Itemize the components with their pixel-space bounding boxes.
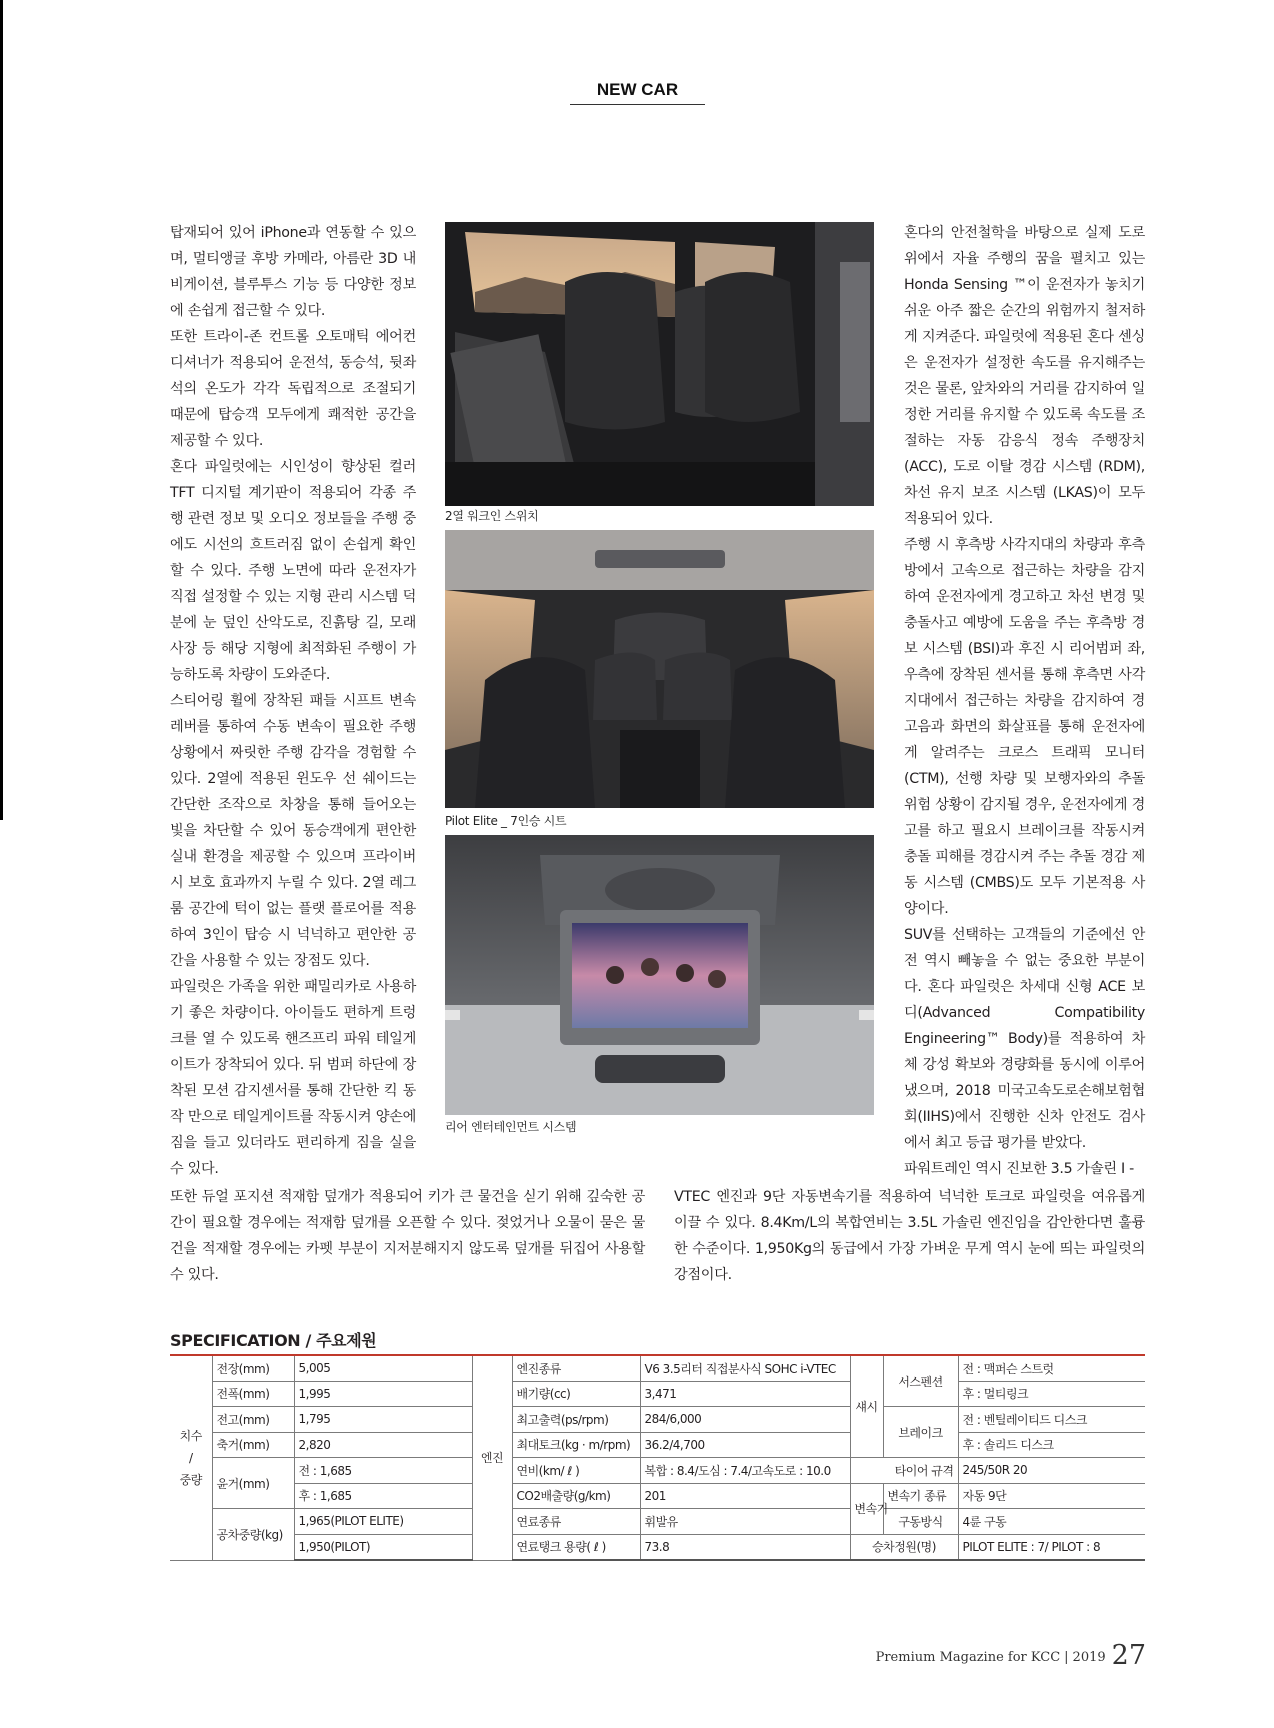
spec-value: 1,995: [294, 1381, 472, 1407]
spec-value: 후 : 솔리드 디스크: [958, 1432, 1145, 1458]
photo-caption: 2열 워크인 스위치: [445, 509, 539, 523]
spec-label: 최대토크(kg · m/rpm): [512, 1432, 640, 1458]
spec-value: 73.8: [640, 1534, 850, 1560]
article-paragraph: 탑재되어 있어 iPhone과 연동할 수 있으며, 멀티앵글 후방 카메라, 아름란 3D 내비게이션, 블루투스 기능 등 다양한 정보에 손쉽게 접근할 수 있다.: [170, 225, 416, 319]
spec-label: 변속기 종류: [883, 1483, 958, 1509]
spec-label: 타이어 규격: [850, 1458, 958, 1484]
photo-caption: Pilot Elite _ 7인승 시트: [445, 814, 567, 828]
spec-value: PILOT ELITE : 7/ PILOT : 8: [958, 1534, 1145, 1560]
spec-label: 전장(mm): [212, 1355, 294, 1381]
spec-label: 최고출력(ps/rpm): [512, 1407, 640, 1433]
spec-label: 연비(km/ ℓ ): [512, 1458, 640, 1484]
section-label: NEW CAR: [596, 80, 679, 99]
spec-value: 201: [640, 1483, 850, 1509]
spec-label: 전폭(mm): [212, 1381, 294, 1407]
spec-label: 윤거(mm): [212, 1458, 294, 1509]
article-bottom-right: VTEC 엔진과 9단 자동변속기를 적용하여 넉넉한 토크로 파일럿을 여유롭게 이끌 수 있다. 8.4Km/L의 복합연비는 3.5L 가솔린 엔진임을 감안한다면 훌륭한 수준이다. 1,950Kg의 동급에서 가장 가벼운 무게 역시 눈에 띄는 파일럿의 강점이다.: [674, 1189, 1145, 1283]
spec-value: 3,471: [640, 1381, 850, 1407]
spec-group-transmission: 변속기: [850, 1483, 883, 1534]
photo-rear-entertainment: [445, 835, 874, 1115]
spec-value: 자동 9단: [958, 1483, 1145, 1509]
spec-value: 2,820: [294, 1432, 472, 1458]
spec-value: 5,005: [294, 1355, 472, 1381]
spec-label: 전고(mm): [212, 1407, 294, 1433]
article-paragraph: 주행 시 후측방 사각지대의 차량과 후측방에서 고속으로 접근하는 차량을 감지하여 운전자에게 경고하고 차선 변경 및 충돌사고 예방에 도움을 주는 후측방 경보 시스템 (BSI)과 후진 시 리어범퍼 좌, 우측에 장착된 센서를 통해 후측면 사각지대에서 접근하는 차량을 감지하여 경고음과 화면의 화살표를 통해 운전자에게 알려주는 크로스 트래픽 모니터(CTM), 선행 차량 및 보행자와의 추돌 위험 상황이 감지될 경우, 운전자에게 경고를 하고 필요시 브레이크를 작동시켜 충돌 피해를 경감시켜 주는 추돌 경감 제동 시스템 (CMBS)도 모두 기본적용 사양이다.: [904, 537, 1145, 917]
spec-label: 연료종류: [512, 1509, 640, 1535]
photo-7-seat-interior: [445, 530, 874, 808]
photo-walk-in-switch: [445, 222, 874, 506]
spec-label: 서스펜션: [883, 1355, 958, 1407]
spec-label: 엔진종류: [512, 1355, 640, 1381]
spec-group-chassis: 섀시: [850, 1355, 883, 1458]
article-bottom-left: 또한 듀얼 포지션 적재함 덮개가 적용되어 키가 큰 물건을 싣기 위해 깊숙한 공간이 필요할 경우에는 적재함 덮개를 오픈할 수 있다. 젖었거나 오물이 묻은 물건을 적재할 경우에는 카펫 부분이 지저분해지지 않도록 덮개를 뒤집어 사용할 수 있다.: [170, 1189, 645, 1283]
spec-value: 284/6,000: [640, 1407, 850, 1433]
spec-value: 복합 : 8.4/도심 : 7.4/고속도로 : 10.0: [640, 1458, 850, 1484]
spec-label: 구동방식: [883, 1509, 958, 1535]
spec-label: 연료탱크 용량( ℓ ): [512, 1534, 640, 1560]
article-paragraph: SUV를 선택하는 고객들의 기준에선 안전 역시 빼놓을 수 없는 중요한 부분이다. 혼다 파일럿은 차세대 신형 ACE 보디(Advanced Compatibility Engineering™ Body)를 적용하여 차체 강성 확보와 경량화를 동시에 이루어냈으며, 2018 미국고속도로손해보험협회(IIHS)에서 진행한 신차 안전도 검사에서 최고 등급 평가를 받았다.: [904, 927, 1145, 1151]
footer-separator: |: [1064, 1650, 1069, 1665]
photo-caption: 리어 엔터테인먼트 시스템: [445, 1120, 577, 1134]
article-paragraph: 파일럿은 가족을 위한 패밀리카로 사용하기 좋은 차량이다. 아이들도 편하게 트렁크를 열 수 있도록 핸즈프리 파워 테일게이트가 장착되어 있다. 뒤 범퍼 하단에 장착된 모션 감지센서를 통해 간단한 킥 동작 만으로 테일게이트를 작동시켜 양손에 짐을 들고 있더라도 편리하게 짐을 실을 수 있다.: [170, 979, 416, 1177]
section-underline: [570, 104, 705, 105]
page-edge-mark: [0, 0, 3, 820]
spec-value: 1,795: [294, 1407, 472, 1433]
spec-table: [170, 1354, 1145, 1561]
issue-year: 2019: [1072, 1650, 1106, 1665]
spec-value: 후 : 멀티링크: [958, 1381, 1145, 1407]
spec-label: 공차중량(kg): [212, 1509, 294, 1561]
spec-title: SPECIFICATION / 주요제원: [170, 1331, 377, 1350]
spec-label: 브레이크: [883, 1407, 958, 1458]
spec-group-dimension: 치수 / 중량: [170, 1355, 212, 1560]
spec-label: 배기량(cc): [512, 1381, 640, 1407]
spec-group-engine: 엔진: [472, 1355, 512, 1560]
spec-value: 4륜 구동: [958, 1509, 1145, 1535]
spec-value: 1,950(PILOT): [294, 1534, 472, 1560]
spec-value: 후 : 1,685: [294, 1483, 472, 1509]
spec-value: 전 : 벤틸레이티드 디스크: [958, 1407, 1145, 1433]
article-paragraph: 파워트레인 역시 진보한 3.5 가솔린 I -: [904, 1161, 1134, 1177]
article-paragraph: 스티어링 휠에 장착된 패들 시프트 변속레버를 통하여 수동 변속이 필요한 주행 상황에서 짜릿한 주행 감각을 경험할 수 있다. 2열에 적용된 윈도우 선 쉐이드는 간단한 조작으로 차창을 통해 들어오는 빛을 차단할 수 있어 동승객에게 편안한 실내 환경을 제공할 수 있으며 프라이버시 보호 효과까지 누릴 수 있다. 2열 레그룸 공간에 턱이 없는 플랫 플로어를 적용하여 3인이 탑승 시 넉넉하고 편안한 공간을 사용할 수 있는 장점도 있다.: [170, 693, 416, 969]
page-number: 27: [1111, 1640, 1146, 1671]
article-paragraph: 또한 트라이-존 컨트롤 오토매틱 에어컨디셔너가 적용되어 운전석, 동승석, 뒷좌석의 온도가 각각 독립적으로 조절되기 때문에 탑승객 모두에게 쾌적한 공간을 제공할 수 있다.: [170, 329, 416, 449]
spec-label: CO2배출량(g/km): [512, 1483, 640, 1509]
spec-value: 전 : 1,685: [294, 1458, 472, 1484]
spec-label: 축거(mm): [212, 1432, 294, 1458]
page-footer: [876, 1640, 1146, 1671]
article-right-column: [904, 220, 1145, 1182]
spec-value: V6 3.5리터 직접분사식 SOHC i-VTEC: [640, 1355, 850, 1381]
spec-value: 휘발유: [640, 1509, 850, 1535]
article-paragraph: 혼다의 안전철학을 바탕으로 실제 도로 위에서 자율 주행의 꿈을 펼치고 있는 Honda Sensing ™이 운전자가 놓치기 쉬운 아주 짧은 순간의 위험까지 철저하게 지켜준다. 파일럿에 적용된 혼다 센싱은 운전자가 설정한 속도를 유지해주는 것은 물론, 앞차와의 거리를 감지하여 일정한 거리를 유지할 수 있도록 속도를 조절하는 자동 감응식 정속 주행장치 (ACC), 도로 이탈 경감 시스템 (RDM), 차선 유지 보조 시스템 (LKAS)이 모두 적용되어 있다.: [904, 225, 1145, 527]
magazine-name: Premium Magazine for KCC: [875, 1650, 1061, 1665]
spec-label: 승차정원(명): [850, 1534, 958, 1560]
article-paragraph: 혼다 파일럿에는 시인성이 향상된 컬러 TFT 디지털 계기판이 적용되어 각종 주행 관련 정보 및 오디오 정보들을 주행 중에도 시선의 흐트러짐 없이 손쉽게 확인할 수 있다. 주행 노면에 따라 운전자가 직접 설정할 수 있는 지형 관리 시스템 덕분에 눈 덮인 산악도로, 진흙탕 길, 모래사장 등 해당 지형에 최적화된 주행이 가능하도록 차량이 도와준다.: [170, 459, 416, 683]
spec-value: 36.2/4,700: [640, 1432, 850, 1458]
spec-value: 1,965(PILOT ELITE): [294, 1509, 472, 1535]
article-left-column: [170, 220, 416, 1182]
spec-value: 전 : 맥퍼슨 스트럿: [958, 1355, 1145, 1381]
spec-value: 245/50R 20: [958, 1458, 1145, 1484]
